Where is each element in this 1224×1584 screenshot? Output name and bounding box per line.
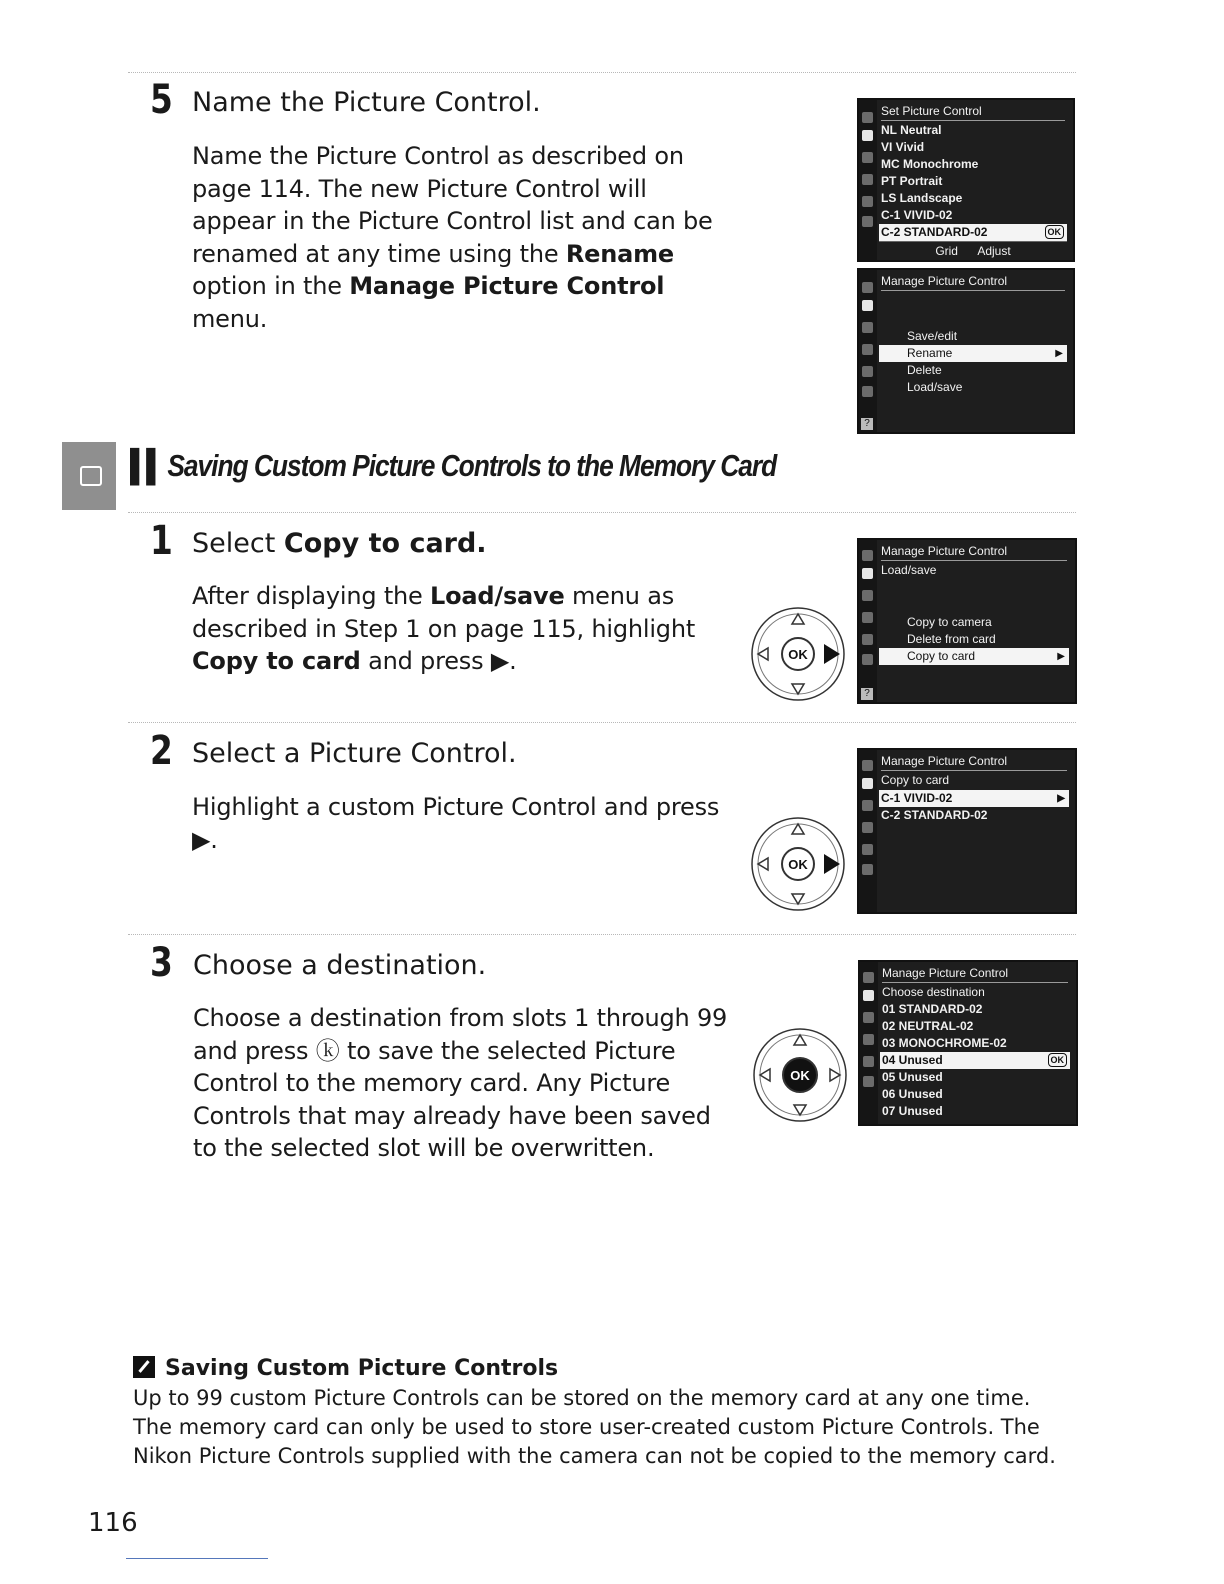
step-3-number: 3 (150, 940, 173, 986)
divider-top (128, 72, 1076, 73)
step-1-body (192, 580, 737, 678)
rename-label: Rename (565, 239, 674, 268)
adjust-hint: Adjust (977, 244, 1011, 258)
menu-tab-strip (859, 270, 877, 432)
menu-item: Load/save (907, 380, 963, 394)
menu-item: Delete from card (907, 632, 996, 646)
copy-to-card-bold: Copy to card (192, 647, 361, 675)
picture-control-item: NL Neutral (881, 123, 942, 137)
menu-tab-strip (859, 100, 877, 260)
ok-badge: OK (1045, 225, 1065, 239)
step-5-text-2: option in the (192, 272, 350, 300)
selected-item-label: Rename (907, 346, 953, 360)
selected-item-label: Copy to card (907, 649, 976, 663)
step-5-title: Name the Picture Control. (192, 87, 541, 118)
step-5-number: 5 (150, 77, 173, 123)
picture-control-item: VI Vivid (881, 140, 925, 154)
menu-item: Copy to camera (907, 615, 992, 629)
ok-badge: OK (1048, 1053, 1068, 1067)
manage-picture-control-label: Manage Picture Control (349, 272, 665, 300)
divider-section (128, 512, 1076, 513)
slot-item-selected (880, 1052, 1070, 1069)
ok-button-label: OK (788, 857, 808, 872)
screen-set-picture-control (857, 98, 1075, 262)
selected-item-label: C-2 STANDARD-02 (881, 225, 988, 239)
step-5-text-3: menu. (192, 304, 268, 333)
section-marker: ▌▌ (130, 448, 163, 483)
screen-title: Manage Picture Control (881, 752, 1067, 771)
menu-tab-strip (860, 962, 878, 1124)
picture-control-item: MC Monochrome (881, 157, 979, 171)
step-1-text-2: menu as described in Step 1 on page 115, highlight (192, 582, 696, 643)
screen-title: Set Picture Control (881, 102, 1065, 121)
selected-item-label: 04 Unused (882, 1053, 943, 1067)
step-2-title: Select a Picture Control. (192, 738, 517, 769)
picture-control-item: PT Portrait (881, 174, 943, 188)
picture-control-item: LS Landscape (881, 191, 963, 205)
screen-subtitle: Choose destination (882, 985, 985, 999)
divider-step2 (128, 722, 1076, 723)
picture-control-item: C-2 STANDARD-02 (881, 808, 988, 822)
step-1-title-text: Select (192, 528, 284, 559)
screen-choose-destination (858, 960, 1078, 1126)
help-icon: ? (861, 688, 873, 700)
multi-selector-ok-icon (752, 1027, 848, 1123)
menu-item-selected (879, 648, 1069, 665)
screen-load-save (857, 538, 1077, 704)
step-3-body (193, 1002, 738, 1165)
section-title: Saving Custom Picture Controls to the Memory Card (167, 448, 777, 483)
divider-step3 (128, 934, 1076, 935)
screen-title: Manage Picture Control (882, 964, 1068, 983)
picture-control-item: C-1 VIVID-02 (881, 208, 953, 222)
slot-item: 05 Unused (882, 1070, 943, 1084)
ok-button-label: OK (788, 647, 808, 662)
multi-selector-right-icon (750, 606, 846, 702)
slot-item: 01 STANDARD-02 (882, 1002, 983, 1016)
picture-control-item-selected (879, 224, 1067, 241)
menu-tab-strip (859, 750, 877, 912)
note-heading (133, 1356, 558, 1381)
shooting-menu-tab (62, 442, 116, 510)
menu-item: Save/edit (907, 329, 958, 343)
screen-footer (879, 241, 1067, 260)
step-3-text: Choose a destination from slots 1 through 99 and press ⓚ to save the selected Picture Control to the memory card. Any Picture Controls that may already have been saved to the selected slot will be overwritten. (193, 1004, 728, 1162)
page-number: 116 (88, 1508, 138, 1538)
empty-slot (879, 843, 1069, 860)
screen-title: Manage Picture Control (881, 272, 1065, 291)
menu-item: Delete (907, 363, 942, 377)
step-5-text-1: Name the Picture Control as described on page 114. The new Picture Control will appear in the Picture Control list and can be renamed at any time using the (192, 142, 713, 268)
step-1-text-3: and press ▶. (360, 647, 517, 675)
note-body: Up to 99 custom Picture Controls can be stored on the memory card at any one time. The memory card can only be used to store user-created custom Picture Controls. The Nikon Picture Controls supplied with the camera can not be copied to the memory card. (133, 1386, 1056, 1468)
slot-item: 02 NEUTRAL-02 (882, 1019, 974, 1033)
step-1-title (192, 529, 487, 559)
section-heading (130, 448, 776, 484)
copy-to-card-label: Copy to card. (283, 528, 487, 559)
help-icon: ? (861, 418, 873, 430)
grid-hint: Grid (935, 244, 958, 258)
step-1-text-1: After displaying the (192, 582, 431, 610)
step-2-body (192, 791, 752, 856)
load-save-label: Load/save (430, 582, 565, 610)
step-3-title: Choose a destination. (193, 950, 487, 981)
footer-rule (126, 1558, 268, 1559)
screen-subtitle: Copy to card (881, 773, 950, 787)
screen-manage-picture-control (857, 268, 1075, 434)
right-arrow-icon: ▶ (1057, 651, 1065, 662)
step-2-number: 2 (150, 728, 173, 774)
step-2-text: Highlight a custom Picture Control and press ▶. (192, 793, 720, 854)
selected-item-label: C-1 VIVID-02 (881, 791, 953, 805)
slot-item: 06 Unused (882, 1087, 943, 1101)
right-arrow-icon: ▶ (1057, 793, 1065, 804)
menu-item-selected (879, 345, 1067, 362)
screen-subtitle: Load/save (881, 563, 937, 577)
step-5-body (192, 140, 737, 335)
multi-selector-right-icon (750, 816, 846, 912)
picture-control-item-selected (879, 790, 1069, 807)
step-1-number: 1 (150, 518, 173, 564)
screen-title: Manage Picture Control (881, 542, 1067, 561)
camera-icon (80, 466, 102, 486)
screen-copy-to-card (857, 748, 1077, 914)
pencil-note-icon (133, 1356, 155, 1378)
right-arrow-icon: ▶ (1055, 348, 1063, 359)
empty-slot (879, 826, 1069, 843)
ok-button-label: OK (790, 1068, 810, 1083)
slot-item: 07 Unused (882, 1104, 943, 1118)
menu-tab-strip (859, 540, 877, 702)
note-title: Saving Custom Picture Controls (165, 1356, 559, 1381)
slot-item: 03 MONOCHROME-02 (882, 1036, 1007, 1050)
